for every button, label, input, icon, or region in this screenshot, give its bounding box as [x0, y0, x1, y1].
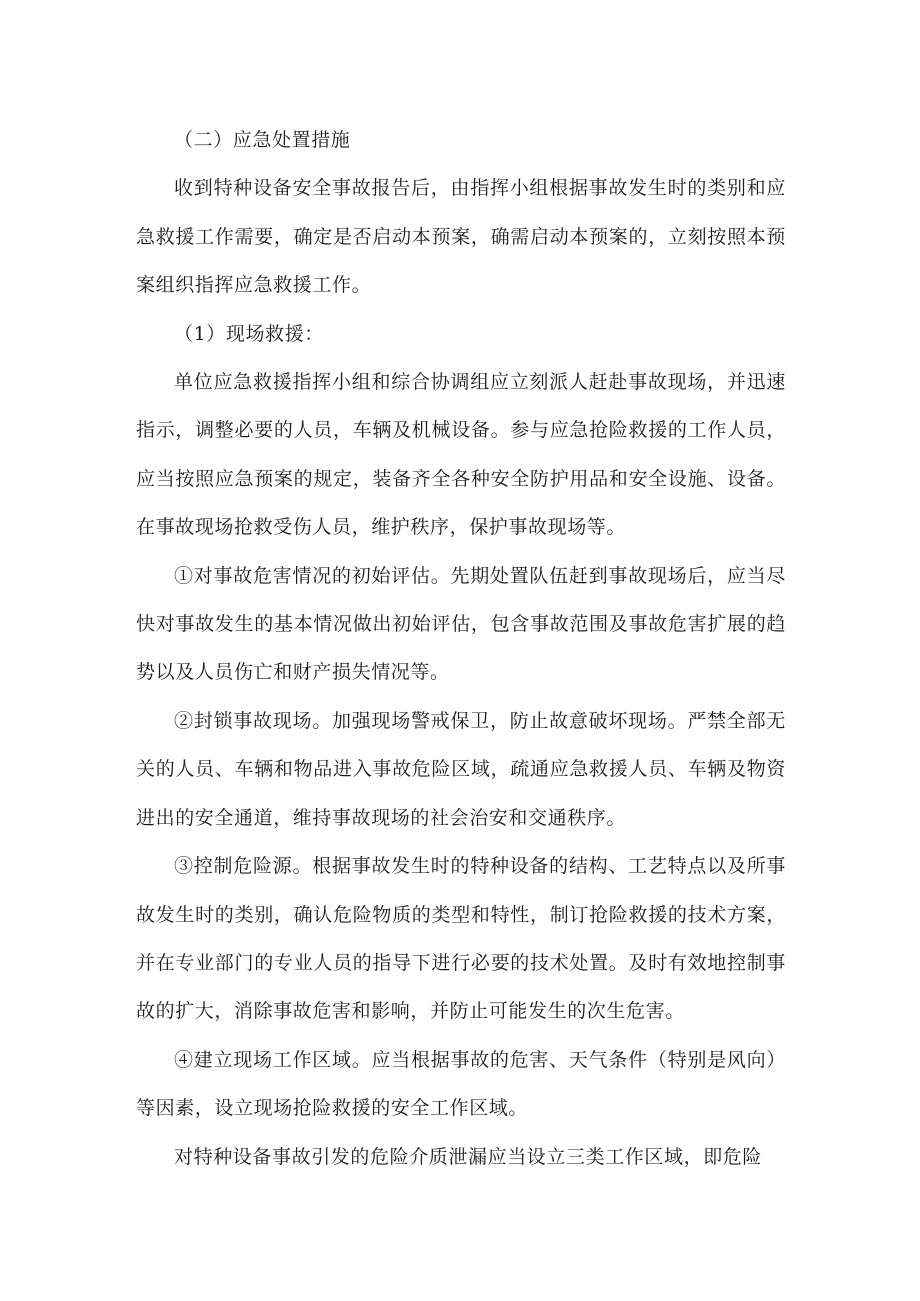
paragraph-work-zones: 对特种设备事故引发的危险介质泄漏应当设立三类工作区域，即危险	[174, 1145, 763, 1168]
subsection-heading: （1）现场救援：	[174, 322, 324, 345]
paragraph-item-1: ①对事故危害情况的初始评估。先期处置队伍赶到事故现场后，应当尽快对事故发生的基本情况做出初始评估，包含事故范围及事故危害扩展的趋势以及人员伤亡和财产损失情况等。	[136, 564, 786, 684]
paragraph-intro: 收到特种设备安全事故报告后，由指挥小组根据事故发生时的类别和应急救援工作需要，确定是否启动本预案，确需启动本预案的，立刻按照本预案组织指挥应急救援工作。	[136, 177, 786, 297]
paragraph-onsite-rescue: 单位应急救援指挥小组和综合协调组应立刻派人赶赴事故现场，并迅速指示，调整必要的人员，车辆及机械设备。参与应急抢险救援的工作人员，应当按照应急预案的规定，装备齐全各种安全防护用品和安全设施、设备。在事故现场抢救受伤人员，维护秩序，保护事故现场等。	[136, 371, 786, 539]
paragraph-item-2: ②封锁事故现场。加强现场警戒保卫，防止故意破坏现场。严禁全部无关的人员、车辆和物品进入事故危险区域，疏通应急救援人员、车辆及物资进出的安全通道，维持事故现场的社会治安和交通秩序。	[136, 709, 786, 829]
paragraph-item-4: ④建立现场工作区域。应当根据事故的危害、天气条件（特别是风向）等因素，设立现场抢险救援的安全工作区域。	[136, 1048, 786, 1120]
section-heading: （二）应急处置措施	[174, 129, 351, 151]
paragraph-item-3: ③控制危险源。根据事故发生时的特种设备的结构、工艺特点以及所事故发生时的类别，确认危险物质的类型和特性，制订抢险救援的技术方案，并在专业部门的专业人员的指导下进行必要的技术处置。及时有效地控制事故的扩大，消除事故危害和影响，并防止可能发生的次生危害。	[136, 855, 786, 1023]
document-body	[136, 116, 786, 1181]
